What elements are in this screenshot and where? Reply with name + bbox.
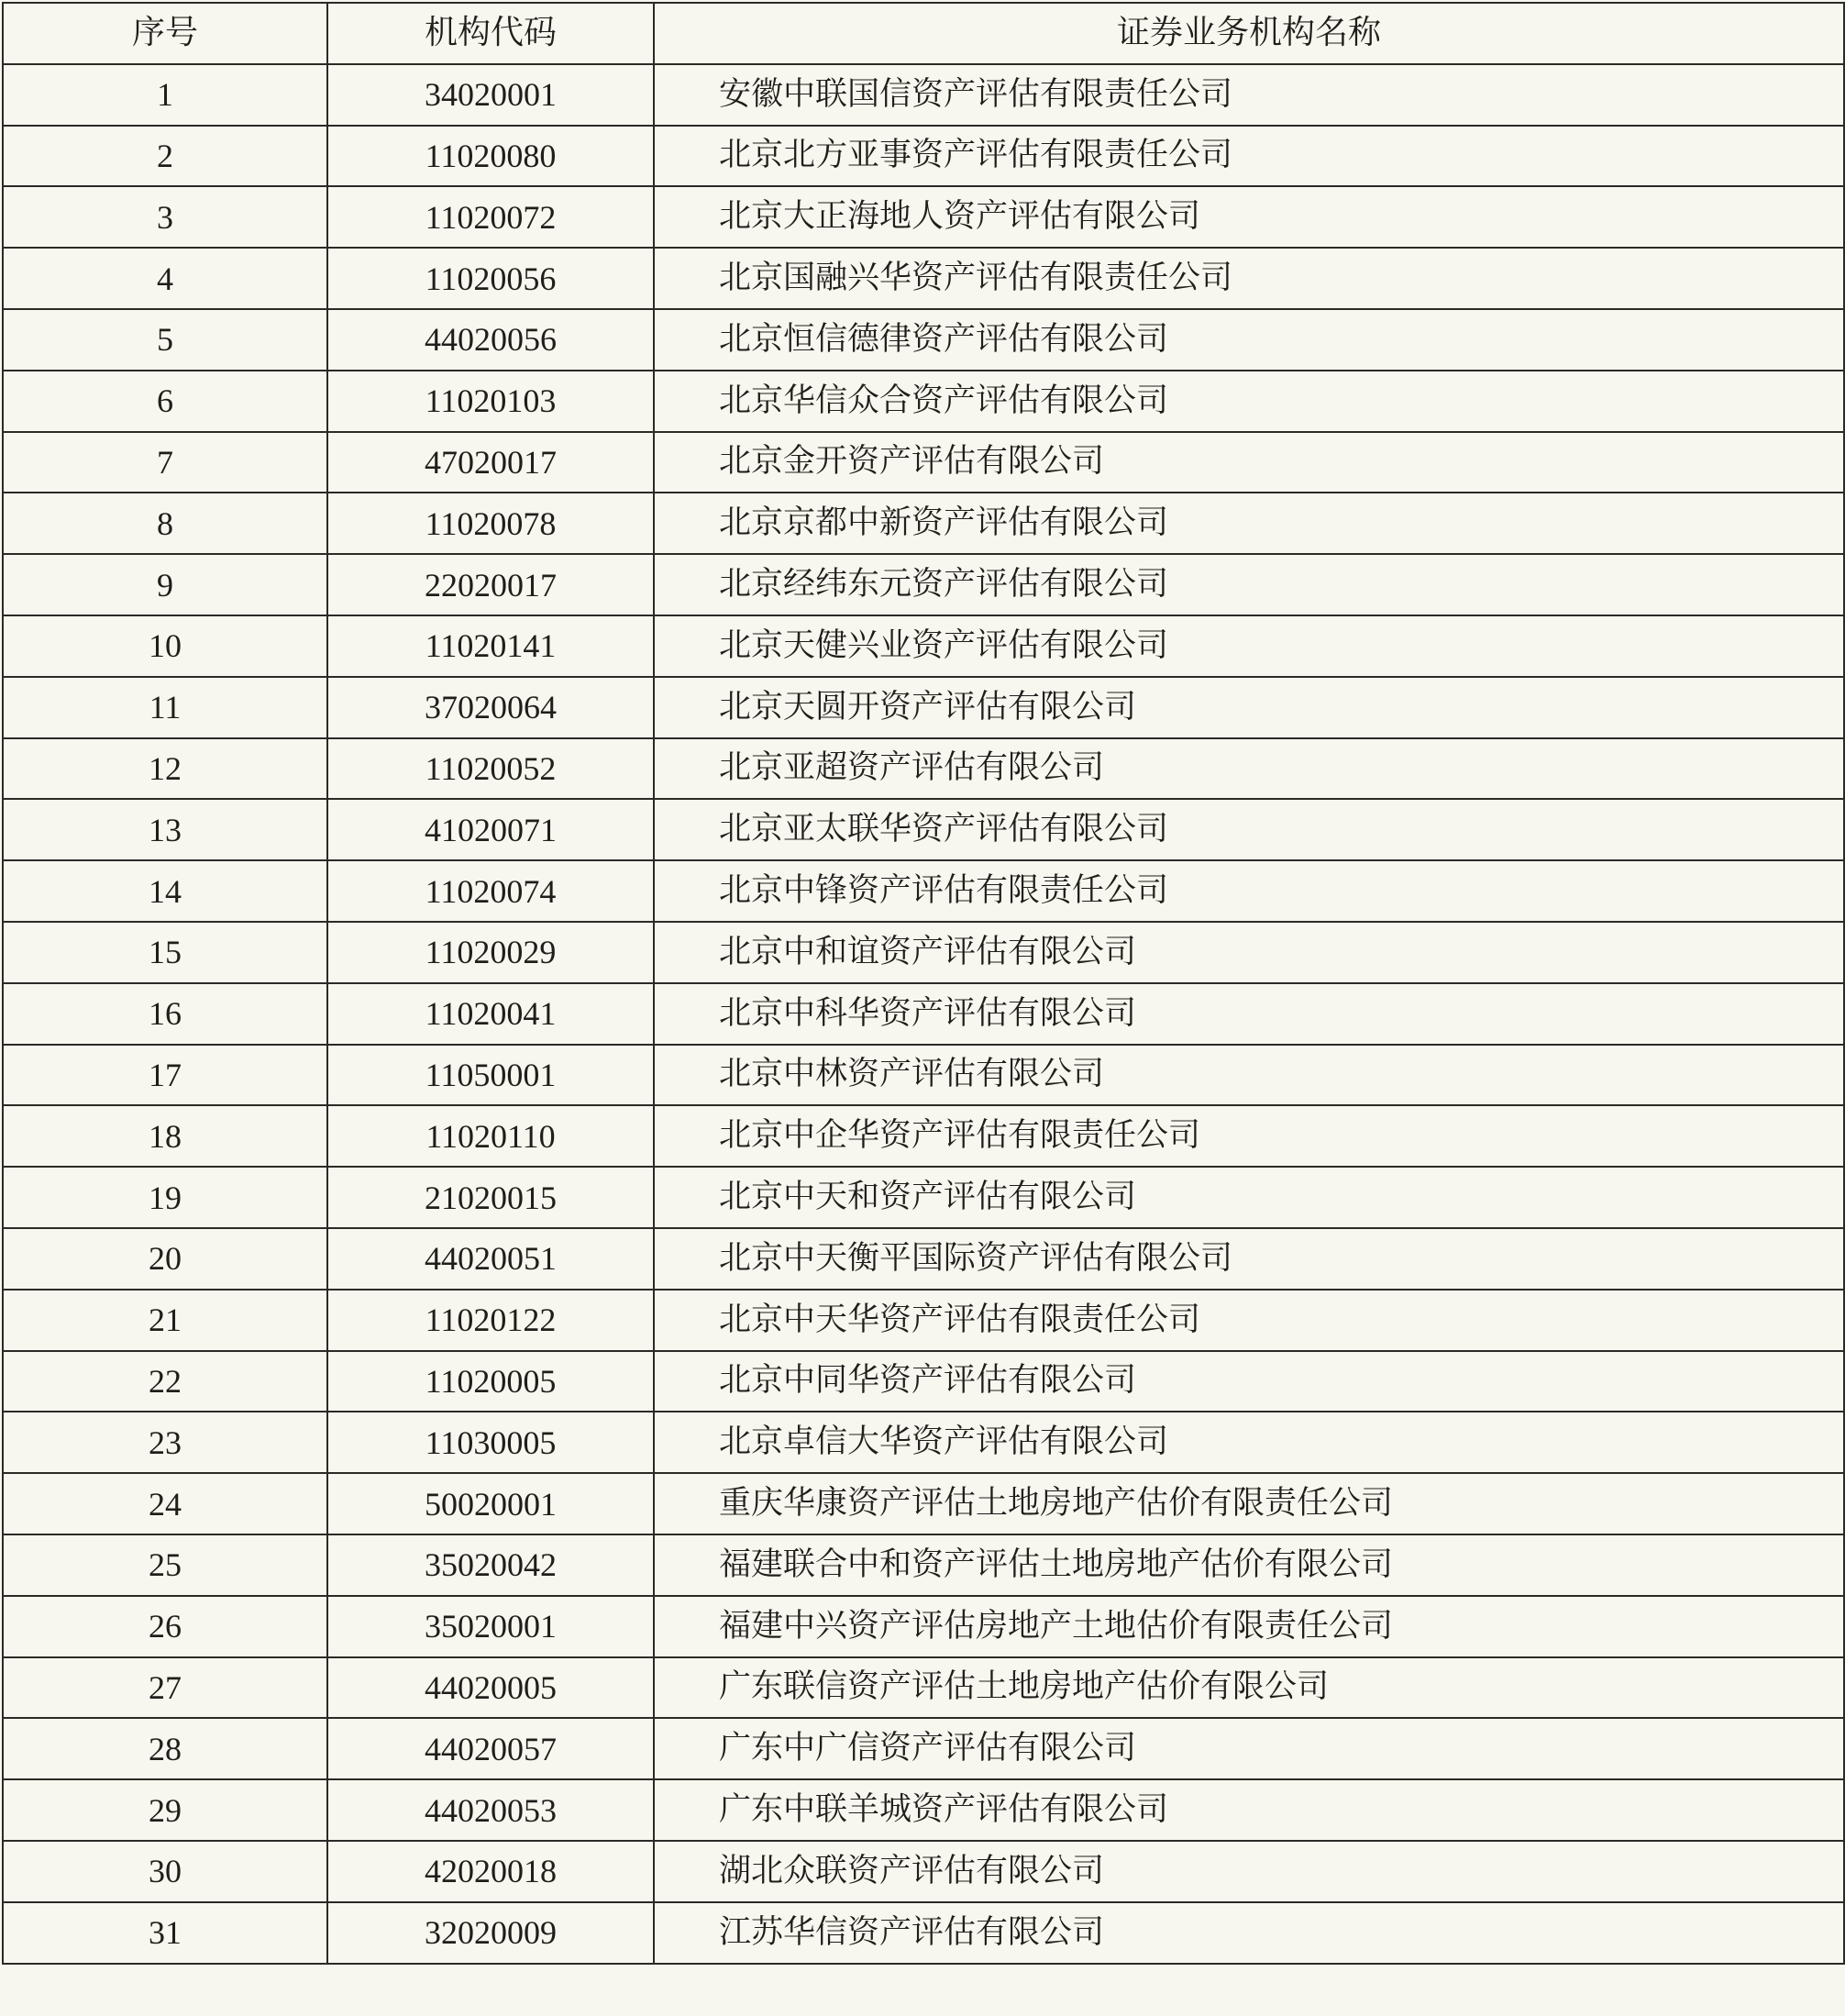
table-row	[3, 1779, 1844, 1841]
serial-number-cell: 18	[3, 1105, 327, 1167]
serial-number-cell: 9	[3, 554, 327, 615]
institution-code-cell: 41020071	[327, 799, 654, 860]
institution-name-cell: 北京中科华资产评估有限公司	[654, 983, 1844, 1045]
institution-name-cell: 北京中企华资产评估有限责任公司	[654, 1105, 1844, 1167]
table-row	[3, 922, 1844, 983]
serial-number-cell: 11	[3, 677, 327, 738]
table-row	[3, 432, 1844, 493]
institution-code-cell: 11020078	[327, 493, 654, 554]
serial-number-cell: 24	[3, 1473, 327, 1534]
institution-code-cell: 11020005	[327, 1351, 654, 1412]
serial-number-cell: 2	[3, 126, 327, 187]
institution-name-cell: 福建中兴资产评估房地产土地估价有限责任公司	[654, 1596, 1844, 1657]
serial-number-cell: 16	[3, 983, 327, 1045]
serial-number-cell: 20	[3, 1228, 327, 1290]
serial-number-cell: 12	[3, 738, 327, 800]
institution-name-cell: 北京恒信德律资产评估有限公司	[654, 309, 1844, 371]
serial-number-cell: 17	[3, 1045, 327, 1106]
header-row	[3, 3, 1844, 64]
institution-code-cell: 11020052	[327, 738, 654, 800]
serial-number-cell: 13	[3, 799, 327, 860]
institution-code-cell: 44020005	[327, 1657, 654, 1719]
institution-name-cell: 广东中广信资产评估有限公司	[654, 1718, 1844, 1779]
institution-code-cell: 11020122	[327, 1290, 654, 1351]
table-row	[3, 799, 1844, 860]
header-institution-code: 机构代码	[327, 3, 654, 64]
institution-name-cell: 北京卓信大华资产评估有限公司	[654, 1412, 1844, 1473]
institution-name-cell: 北京华信众合资产评估有限公司	[654, 371, 1844, 432]
institution-name-cell: 北京天健兴业资产评估有限公司	[654, 615, 1844, 677]
table-row	[3, 1228, 1844, 1290]
table-row	[3, 615, 1844, 677]
institution-name-cell: 北京国融兴华资产评估有限责任公司	[654, 248, 1844, 309]
institution-code-cell: 22020017	[327, 554, 654, 615]
institution-code-cell: 11020103	[327, 371, 654, 432]
serial-number-cell: 31	[3, 1902, 327, 1964]
table-row	[3, 1167, 1844, 1228]
serial-number-cell: 27	[3, 1657, 327, 1719]
institution-code-cell: 11050001	[327, 1045, 654, 1106]
table-row	[3, 1105, 1844, 1167]
institution-name-cell: 北京天圆开资产评估有限公司	[654, 677, 1844, 738]
institution-name-cell: 安徽中联国信资产评估有限责任公司	[654, 64, 1844, 126]
table-row	[3, 1473, 1844, 1534]
institution-name-cell: 北京北方亚事资产评估有限责任公司	[654, 126, 1844, 187]
table-row	[3, 860, 1844, 922]
institution-table	[2, 2, 1845, 1965]
institution-name-cell: 广东联信资产评估土地房地产估价有限公司	[654, 1657, 1844, 1719]
institution-code-cell: 11020041	[327, 983, 654, 1045]
serial-number-cell: 6	[3, 371, 327, 432]
institution-code-cell: 37020064	[327, 677, 654, 738]
institution-code-cell: 44020053	[327, 1779, 654, 1841]
institution-name-cell: 北京经纬东元资产评估有限公司	[654, 554, 1844, 615]
institution-name-cell: 北京亚太联华资产评估有限公司	[654, 799, 1844, 860]
table-row	[3, 248, 1844, 309]
institution-name-cell: 北京中同华资产评估有限公司	[654, 1351, 1844, 1412]
table-body	[3, 64, 1844, 1964]
serial-number-cell: 4	[3, 248, 327, 309]
table-row	[3, 186, 1844, 248]
serial-number-cell: 26	[3, 1596, 327, 1657]
institution-name-cell: 北京大正海地人资产评估有限公司	[654, 186, 1844, 248]
table-row	[3, 1290, 1844, 1351]
table-row	[3, 1045, 1844, 1106]
serial-number-cell: 8	[3, 493, 327, 554]
table-row	[3, 1657, 1844, 1719]
institution-name-cell: 北京京都中新资产评估有限公司	[654, 493, 1844, 554]
table-row	[3, 554, 1844, 615]
institution-code-cell: 44020051	[327, 1228, 654, 1290]
institution-code-cell: 44020056	[327, 309, 654, 371]
serial-number-cell: 15	[3, 922, 327, 983]
serial-number-cell: 25	[3, 1534, 327, 1596]
table-row	[3, 1534, 1844, 1596]
institution-code-cell: 11020110	[327, 1105, 654, 1167]
serial-number-cell: 28	[3, 1718, 327, 1779]
institution-name-cell: 北京中锋资产评估有限责任公司	[654, 860, 1844, 922]
table-row	[3, 677, 1844, 738]
table-row	[3, 738, 1844, 800]
institution-name-cell: 福建联合中和资产评估土地房地产估价有限公司	[654, 1534, 1844, 1596]
table-row	[3, 983, 1844, 1045]
table-row	[3, 493, 1844, 554]
header-institution-name: 证券业务机构名称	[654, 3, 1844, 64]
institution-code-cell: 35020001	[327, 1596, 654, 1657]
table-row	[3, 1412, 1844, 1473]
institution-name-cell: 湖北众联资产评估有限公司	[654, 1841, 1844, 1902]
serial-number-cell: 19	[3, 1167, 327, 1228]
institution-name-cell: 江苏华信资产评估有限公司	[654, 1902, 1844, 1964]
serial-number-cell: 3	[3, 186, 327, 248]
institution-code-cell: 21020015	[327, 1167, 654, 1228]
institution-code-cell: 34020001	[327, 64, 654, 126]
institution-name-cell: 北京中林资产评估有限公司	[654, 1045, 1844, 1106]
institution-name-cell: 北京金开资产评估有限公司	[654, 432, 1844, 493]
institution-code-cell: 11020074	[327, 860, 654, 922]
serial-number-cell: 10	[3, 615, 327, 677]
institution-name-cell: 北京中天和资产评估有限公司	[654, 1167, 1844, 1228]
institution-code-cell: 11030005	[327, 1412, 654, 1473]
institution-code-cell: 44020057	[327, 1718, 654, 1779]
table-row	[3, 1841, 1844, 1902]
institution-code-cell: 47020017	[327, 432, 654, 493]
table-header	[3, 3, 1844, 64]
institution-code-cell: 11020029	[327, 922, 654, 983]
table-row	[3, 309, 1844, 371]
institution-table-container	[2, 2, 1843, 2014]
serial-number-cell: 30	[3, 1841, 327, 1902]
institution-name-cell: 广东中联羊城资产评估有限公司	[654, 1779, 1844, 1841]
serial-number-cell: 21	[3, 1290, 327, 1351]
institution-code-cell: 11020141	[327, 615, 654, 677]
serial-number-cell: 14	[3, 860, 327, 922]
serial-number-cell: 5	[3, 309, 327, 371]
table-row	[3, 1718, 1844, 1779]
table-row	[3, 1351, 1844, 1412]
institution-name-cell: 北京中天衡平国际资产评估有限公司	[654, 1228, 1844, 1290]
institution-name-cell: 北京中天华资产评估有限责任公司	[654, 1290, 1844, 1351]
institution-code-cell: 42020018	[327, 1841, 654, 1902]
serial-number-cell: 23	[3, 1412, 327, 1473]
institution-code-cell: 11020080	[327, 126, 654, 187]
institution-code-cell: 35020042	[327, 1534, 654, 1596]
table-row	[3, 371, 1844, 432]
serial-number-cell: 1	[3, 64, 327, 126]
institution-name-cell: 北京中和谊资产评估有限公司	[654, 922, 1844, 983]
serial-number-cell: 22	[3, 1351, 327, 1412]
header-serial-number: 序号	[3, 3, 327, 64]
serial-number-cell: 7	[3, 432, 327, 493]
table-row	[3, 1902, 1844, 1964]
institution-code-cell: 50020001	[327, 1473, 654, 1534]
table-row	[3, 64, 1844, 126]
institution-name-cell: 北京亚超资产评估有限公司	[654, 738, 1844, 800]
table-row	[3, 1596, 1844, 1657]
institution-name-cell: 重庆华康资产评估土地房地产估价有限责任公司	[654, 1473, 1844, 1534]
table-row	[3, 126, 1844, 187]
institution-code-cell: 11020056	[327, 248, 654, 309]
institution-code-cell: 11020072	[327, 186, 654, 248]
serial-number-cell: 29	[3, 1779, 327, 1841]
institution-code-cell: 32020009	[327, 1902, 654, 1964]
